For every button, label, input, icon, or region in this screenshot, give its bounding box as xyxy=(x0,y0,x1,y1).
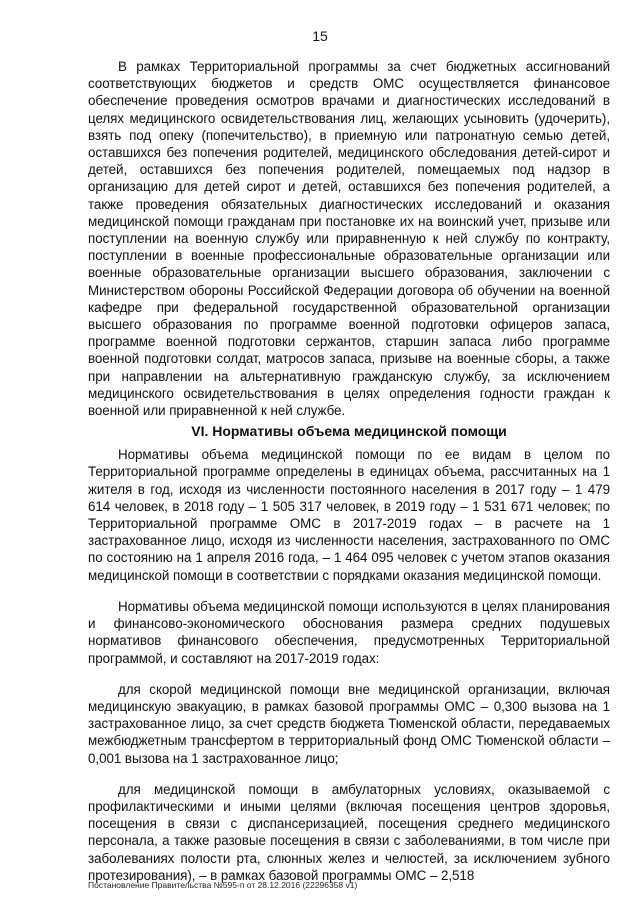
paragraph-volume-norms: Нормативы объема медицинской помощи по ее видам в целом по Территориальной программе определены в единицах объема, рассчитанных на 1 жителя в год, исходя из численности постоянного населения в 2017 году – 1 479 614 человек, в 2018 году – 1 505 317 человек, в 2019 году – 1 531 671 человек; по Территориальной программе ОМС в 2017-2019 годах – в расчете на 1 застрахованное лицо, исходя из численности населения, застрахованного по ОМС по состоянию на 1 апреля 2016 года, – 1 464 095 человек с учетом этапов оказания медицинской помощи в соответствии с порядками оказания медицинской помощи. xyxy=(88,447,610,583)
section-heading: VI. Нормативы объема медицинской помощи xyxy=(191,423,507,440)
paragraph-emergency-care: для скорой медицинской помощи вне медицинской организации, включая медицинскую эвакуацию, в рамках базовой программы ОМС – 0,300 вызова на 1 застрахованное лицо, за счет средств бюджета Тюменской области, передаваемых межбюджетным трансфертом в территориальный фонд ОМС Тюменской области – 0,001 вызова на 1 застрахованное лицо; xyxy=(88,681,610,766)
footer-document-reference: Постановление Правительства №595-п от 28.12.2016 (22296358 v1) xyxy=(88,880,358,890)
paragraph-medical-exams: В рамках Территориальной программы за счет бюджетных ассигнований соответствующих бюджетов и средств ОМС осуществляется финансовое обеспечение проведения осмотров врачами и диагностических исследований в целях медицинского освидетельствования лиц, желающих усыновить (удочерить), взять под опеку (попечительство), в приемную или патронатную семью детей, оставшихся без попечения родителей, медицинского обследования детей-сирот и детей, оставшихся без попечения родителей, помещаемых под надзор в организацию для детей сирот и детей, оставшихся без попечения родителей, а также проведения обязательных диагностических исследований и оказания медицинской помощи гражданам при постановке их на воинский учет, призыве или поступлении на военную службу или приравненную к ней службу по контракту, поступлении в военные профессиональные образовательные организации или военные образовательные организации высшего образования, заключении с Министерством обороны Российской Федерации договора об обучении на военной кафедре при федеральной государственной образовательной организации высшего образования по программе военной подготовки офицеров запаса, программе военной подготовки сержантов, старшин запаса либо программе военной подготовки солдат, матросов запаса, призыве на военные сборы, а также при направлении на альтернативную гражданскую службу, за исключением медицинского освидетельствования в целях определения годности граждан к военной или приравненной к ней службе. xyxy=(88,59,610,419)
paragraph-outpatient-care: для медицинской помощи в амбулаторных условиях, оказываемой с профилактическими и иными целями (включая посещения центров здоровья, посещения в связи с диспансеризацией, посещения среднего медицинского персонала, а также разовые посещения в связи с заболеваниями, в том числе при заболеваниях полости рта, слюнных желез и челюстей, за исключением зубного протезирования), – в рамках базовой программы ОМС – 2,518 xyxy=(88,781,610,883)
page-number: 15 xyxy=(312,28,328,44)
paragraph-norms-usage: Нормативы объема медицинской помощи используются в целях планирования и финансово-экономического обоснования размера средних подушевых нормативов финансового обеспечения, предусмотренных Территориальной программой, и составляют на 2017-2019 годах: xyxy=(88,598,610,666)
document-body xyxy=(88,58,610,884)
